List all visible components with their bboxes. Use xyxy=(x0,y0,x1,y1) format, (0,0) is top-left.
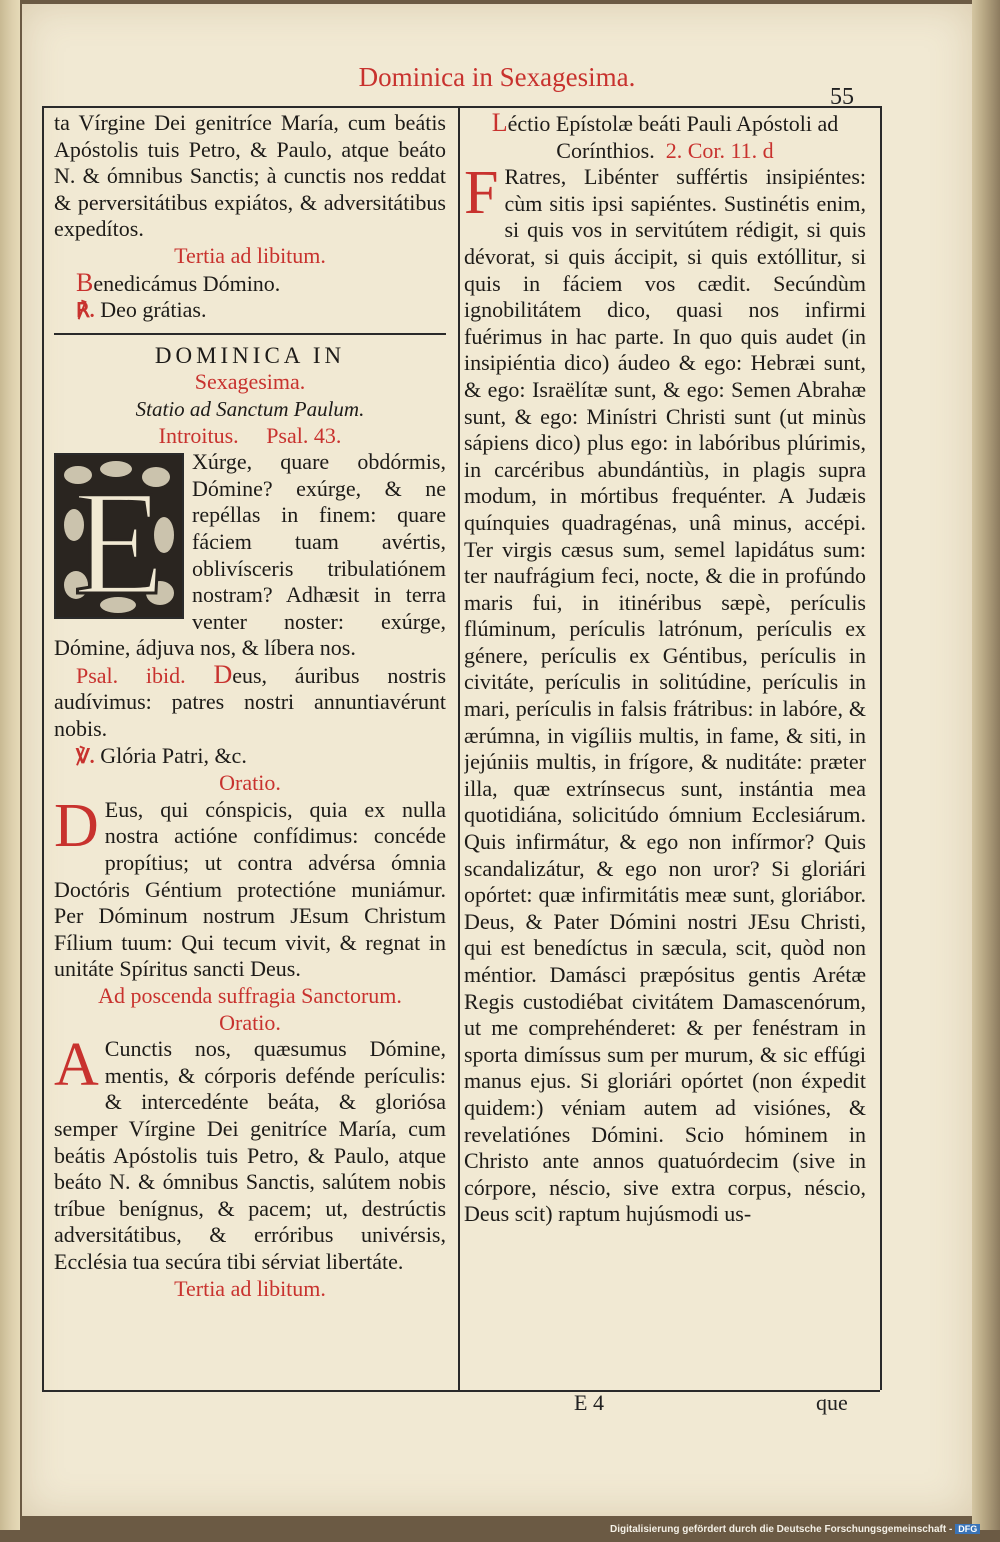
statio-line: Statio ad Sanctum Paulum. xyxy=(135,396,365,421)
decorated-initial-e xyxy=(54,453,184,619)
page-edge-right xyxy=(972,0,1000,1530)
epistle-paragraph xyxy=(464,159,866,1228)
decorated-initial-e-icon xyxy=(56,455,182,617)
oratio2-paragraph xyxy=(54,1031,446,1275)
signature-mark: E 4 xyxy=(574,1390,604,1415)
oratio-initial: D xyxy=(54,791,99,860)
right-column xyxy=(464,110,866,1388)
introitus-heading xyxy=(54,423,446,450)
oratio-text: Eus, qui cónspicis, quia ex nulla nostra actióne confídimus: concéde propítius; ut contra advérsa ómnia Doctóris Géntium protectióne muniámur. Per Dóminum nostrum JEsum Christum Fílium tuum: Qui tecum vivit, & regnat in unitáte Spíritus sancti Deus. xyxy=(54,796,446,982)
psalm-initial: D xyxy=(213,659,233,689)
psalm-verse xyxy=(54,659,446,743)
frame-rule-left xyxy=(42,106,44,1390)
credit-text: Digitalisierung gefördert durch die Deutsche Forschungsgemeinschaft - xyxy=(610,1524,953,1535)
digitization-credit xyxy=(610,1524,980,1535)
decorated-initial-letter: E xyxy=(73,460,165,618)
lectio-heading xyxy=(464,110,866,164)
lectio-heading-text: éctio Epístolæ beáti Pauli Apóstoli ad Corínthios. xyxy=(507,111,839,163)
oratio-paragraph xyxy=(54,791,446,983)
suffragia-heading: Ad poscenda suffragia Sanctorum. xyxy=(98,983,402,1008)
dfg-logo: DFG xyxy=(955,1524,980,1534)
sunday-title-red: Sexagesima. xyxy=(194,369,306,395)
lectio-reference: 2. Cor. 11. d xyxy=(665,137,774,163)
rubric-tertia-ad-libitum: Tertia ad libitum. xyxy=(174,242,326,268)
running-head: Dominica in Sexagesima. xyxy=(358,62,636,92)
benedicamus-line xyxy=(54,267,446,298)
versicle-sign: ℣. xyxy=(76,745,95,768)
catchword: que xyxy=(816,1390,848,1415)
oratio-heading: Oratio. xyxy=(219,770,281,796)
psalm-text: eus, áuribus nostris audívimus: patres nostri annuntiavérunt nobis. xyxy=(54,662,446,742)
benedicamus-initial: B xyxy=(76,267,94,297)
continuation-text: ta Vírgine Dei genitríce María, cum beátis Apóstolis tuis Petro, & Paulo, atque beáto N. & ómnibus Sanctis; à cunctis nos reddat & perversitátibus expiátos, & adversitátibus expedítos. xyxy=(54,110,446,242)
introitus-text: Xúrge, quare obdórmis, Dómine? exúrge, & ne repéllas in finem: quare fáciem tuam avértis, oblivísceris tribulatiónem nostram? Adhæsit in terra venter noster: exúrge, Dómine, ádjuva nos, & líbera nos. xyxy=(54,449,446,661)
gloria-text: Glória Patri, &c. xyxy=(100,742,247,768)
gloria-line xyxy=(54,743,446,771)
psalm-label: Psal. ibid. xyxy=(76,662,186,688)
previous-page-edge xyxy=(0,0,20,1530)
left-column xyxy=(54,110,446,1380)
epistle-initial: F xyxy=(464,159,499,228)
benedicamus-text: enedicámus Dómino. xyxy=(93,270,281,296)
response-line xyxy=(54,297,446,325)
introitus-psalm-ref: Psal. 43. xyxy=(266,422,342,448)
introitus-label: Introitus. xyxy=(158,422,239,448)
section-separator xyxy=(54,333,446,335)
oratio2-initial: A xyxy=(54,1031,99,1100)
lectio-initial: L xyxy=(491,110,508,137)
column-divider xyxy=(458,106,460,1390)
response-text: Deo grátias. xyxy=(100,297,207,323)
rubric-tertia-ad-libitum-2: Tertia ad libitum. xyxy=(174,1275,326,1301)
sunday-title: DOMINICA IN xyxy=(154,342,346,368)
folio-number: 55 xyxy=(830,84,854,110)
epistle-text: Ratres, Libénter suffértis insipiéntes: cùm sitis ipsi sapiéntes. Sustinétis enim, si quis vos in servitútem rédigit, si quis dévorat, si quis áccipit, si quis extóllitur, si quis in fáciem vos cædit. Secúndùm ignobilitátem dico, quasi nos infirmi fuérimus in hac parte. In quo quis audet (in insipiéntia dico) áudeo & ego: Hebræi sunt, & ego: Israëlítæ sunt, & ego: Semen Abrahæ sunt, & ego: Minístri Christi sunt (ut minùs sápiens dico) plus ego: in labóribus plúrimis, in carcéribus abundántiùs, in plagis supra modum, in mórtibus frequénter. A Judæis quínquies quadragénas, unâ minus, accépi. Ter virgis cæsus sum, semel lapidátus sum: ter naufrágium feci, nocte, & die in profúndo maris fui, in itinéribus sæpè, perículis flúminum, perículis latrónum, perículis ex génere, perículis ex Géntibus, perículis in civitáte, perículis in solitúdine, perículis in mari, perículis in falsis frátribus: in labóre, & ærúmna, in vigíliis multis, in fame, & siti, in jejúniis multis, in frígore, & nuditáte: præter illa, quæ extrínsecus sunt, instántia mea quotidiána, solicitúdo ómnium Ecclesiárum. Quis infirmátur, & ego non infírmor? Quis scandalizátur, & ego non uror? Si gloriári opórtet: quæ infirmitátis meæ sunt, gloriábor. Deus, & Pater Dómini nostri JEsu Christi, qui est benedíctus in sæcula, scit, quòd non méntior. Damásci præpósitus gentis Arétæ Regis custodiébat civitátem Damascenórum, ut me comprehénderet: & per fenéstram in sporta dimíssus sum per murum, & sic effúgi manus ejus. Si gloriári opórtet (non éxpedit quidem:) véniam autem ad visiónes, & revelatiónes Dómini. Scio hóminem in Christo ante annos quatuórdecim (sive in córpore, néscio, sive extra corpus, néscio, Deus scit) raptum hujúsmodi us- xyxy=(464,164,866,1227)
oratio2-heading: Oratio. xyxy=(219,1009,281,1035)
response-sign: ℟. xyxy=(76,300,95,323)
oratio2-text: Cunctis nos, quæsumus Dómine, mentis, & córporis defénde perículis: & intercedénte beáta, & gloriósa semper Vírgine Dei genitríce María, cum beátis Apóstolis tuis Petro, & Paulo, atque beáto N. & ómnibus Sanctis, salútem nobis tríbue benígnus, & pacem; ut, destrúctis adversitátibus, & erróribus univérsis, Ecclésia tua secúra tibi sérviat libertáte. xyxy=(54,1036,446,1274)
frame-rule-right xyxy=(880,106,882,1390)
